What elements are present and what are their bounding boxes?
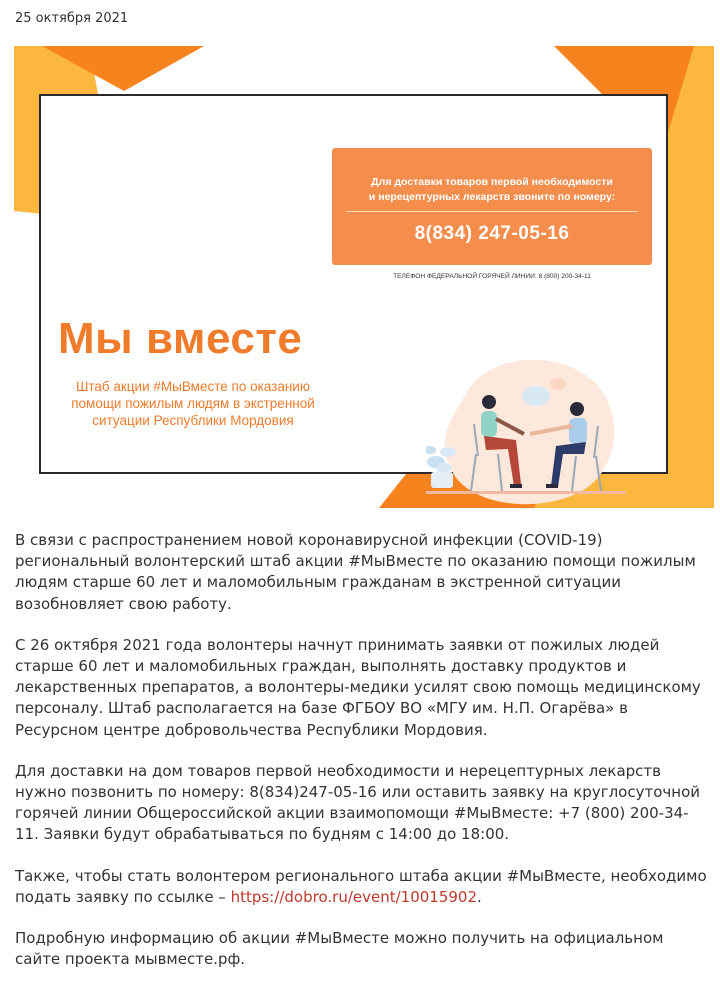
floor-line	[426, 491, 626, 494]
banner-subline-1: Штаб акции #МыВместе по оказанию	[76, 379, 310, 394]
article-body	[15, 530, 710, 990]
banner-subline-2: помощи пожилым людям в экстренной	[71, 396, 315, 411]
phone-number: 8(834) 247-05-16	[414, 223, 570, 244]
article-paragraph-1: В связи с распространением новой коронавирусной инфекции (COVID-19) региональный волонтерский штаб акции #МыВместе по оказанию помощи пожилым людям старше 60 лет и маломобильным гражданам в экстренной ситуации возобновляет свою работу.	[15, 531, 696, 613]
banner-subline-3: ситуации Республики Мордовия	[92, 413, 294, 428]
article-date: 25 октября 2021	[15, 11, 129, 26]
banner-headline: Мы вместе	[58, 314, 303, 363]
speech-bubble-icon	[522, 386, 550, 406]
illustration-blob	[445, 360, 614, 504]
article-paragraph-4-end: .	[477, 887, 482, 906]
plant-icon	[426, 446, 456, 488]
article-paragraph-5: Подробную информацию об акции #МыВместе можно получить на официальном сайте проекта мывместе.рф.	[15, 929, 664, 969]
banner-card	[39, 94, 668, 474]
article-paragraph-3: Для доставки на дом товаров первой необходимости и нерецептурных лекарств нужно позвонить по номеру: 8(834)247-05-16 или оставить заявку на круглосуточной горячей линии Общероссийской акции взаимопомощи #МыВместе: +7 (800) 200-34-11. Заявки будут обрабатываться по будням с 14:00 до 18:00.	[15, 761, 700, 844]
article-paragraph-4	[15, 866, 710, 908]
phone-intro-line-2: и нерецептурных лекарств звоните по номеру:	[368, 191, 616, 203]
article-paragraph-2: С 26 октября 2021 года волонтеры начнут принимать заявки от пожилых людей старше 60 лет и маломобильных граждан, выполнять доставку продуктов и лекарственных препаратов, а волонтеры-медики усилят свою помощь медицинскому персоналу. Штаб располагается на базе ФГБОУ ВО «МГУ им. Н.П. Огарёва» в Ресурсном центре добровольчества Республики Мордовия.	[15, 635, 701, 739]
banner-image	[14, 46, 714, 508]
banner-subline	[44, 378, 342, 429]
phone-box	[332, 148, 652, 265]
phone-divider	[346, 211, 638, 212]
volunteer-signup-link[interactable]: https://dobro.ru/event/10015902	[230, 887, 477, 906]
volunteers-illustration	[426, 354, 626, 508]
phone-intro-line-1: Для доставки товаров первой необходимости	[371, 176, 613, 188]
article-paragraph-4-text: Также, чтобы стать волонтером регионального штаба акции #МыВместе, необходимо подать заявку по ссылке –	[15, 866, 707, 906]
speech-bubble-small-icon	[550, 378, 566, 390]
phone-intro	[332, 175, 652, 205]
hotline-text: ТЕЛЕФОН ФЕДЕРАЛЬНОЙ ГОРЯЧЕЙ ЛИНИИ: 8 (800) 200-34-11	[393, 273, 591, 280]
